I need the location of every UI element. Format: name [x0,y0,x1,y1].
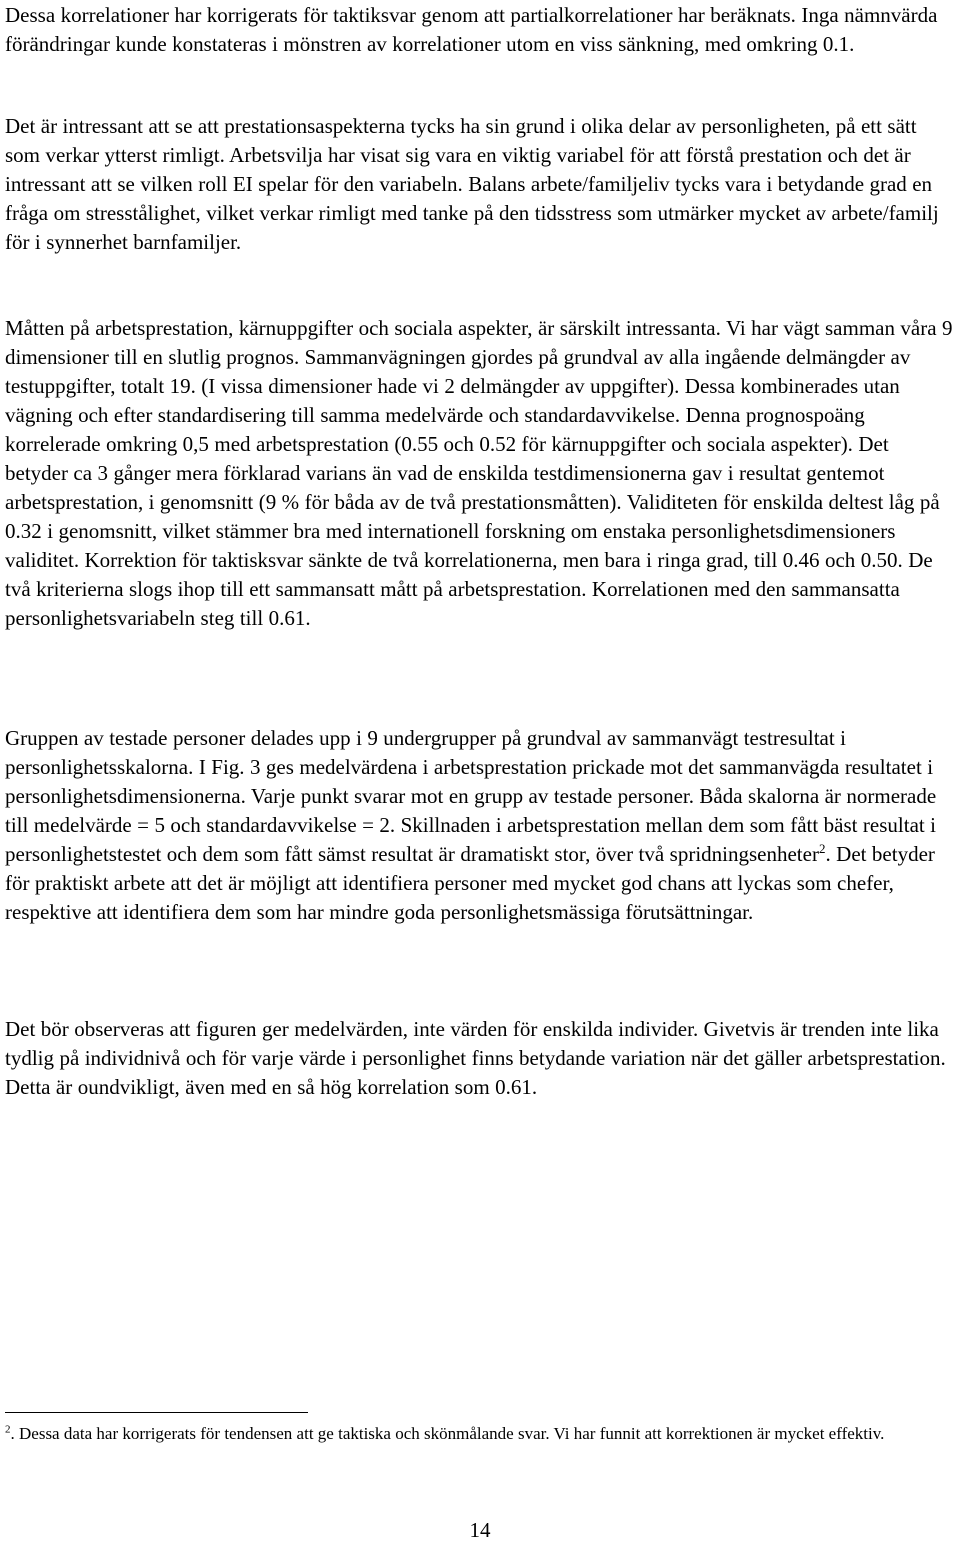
footnote-marker: 2 [5,1423,11,1436]
footnote-reference: 2 [818,841,826,856]
paragraph-mean-values-note: Det bör observeras att figuren ger medelvärden, inte värden för enskilda individer. Givetvis är trenden inte lika tydlig på individnivå och för varje värde i personlighet finns betydande variation när det gäller arbetsprestation. Detta är oundvikligt, även med en så hög korrelation som 0.61. [5,1017,946,1099]
paragraph-work-performance-measures: Måtten på arbetsprestation, kärnuppgifter och sociala aspekter, är särskilt intressanta. Vi har vägt samman våra 9 dimensioner till en slutlig prognos. Sammanvägningen gjordes på grundval av alla ingående delmängder av testuppgifter, totalt 19. (I vissa dimensioner hade vi 2 delmängder av uppgifter). Dessa kombinerades utan vägning och efter standardisering till samma medelvärde och standardavvikelse. Denna prognospoäng korrelerade omkring 0,5 med arbetsprestation (0.55 och 0.52 för kärnuppgifter och sociala aspekter). Det betyder ca 3 gånger mera förklarad varians än vad de enskilda testdimensionerna gav i resultat gentemot arbetsprestation, i genomsnitt (9 % för båda av de två prestationsmåtten). Validiteten för enskilda deltest låg på 0.32 i genomsnitt, vilket stämmer bra med internationell forskning om enstaka personlighetsdimensioners validitet. Korrektion för taktisksvar sänkte de två korrelationerna, men bara i ringa grad, till 0.46 och 0.50. De två kriterierna slogs ihop till ett sammansatt mått på arbetsprestation. Korrelationen med den sammansatta personlighetsvariabeln steg till 0.61. [5,316,953,630]
paragraph-performance-aspects: Det är intressant att se att prestationsaspekterna tycks ha sin grund i olika delar av personligheten, på ett sätt som verkar ytterst rimligt. Arbetsvilja har visat sig vara en viktig variabel för att förstå prestation och det är intressant att se vilken roll EI spelar för den variabeln. Balans arbete/familjeliv tycks vara i betydande grad en fråga om stresstålighet, vilket verkar rimligt med tanke på den tidsstress som utmärker mycket av arbete/familj för i synnerhet barnfamiljer. [5,114,939,254]
page-number: 14 [469,1518,491,1542]
paragraph-partial-correlations: Dessa korrelationer har korrigerats för taktiksvar genom att partialkorrelationer har beräknats. Inga nämnvärda förändringar kunde konstateras i mönstren av korrelationer utom en viss sänkning, med omkring 0.1. [5,3,938,56]
paragraph-subgroups-text-start: Gruppen av testade personer delades upp i 9 undergrupper på grundval av sammanvägt testresultat i personlighetsskalorna. I Fig. 3 ges medelvärdena i arbetsprestation prickade mot det sammanvägda resultatet i personlighetsdimensionerna. Varje punkt svarar mot en grupp av testade personer. Båda skalorna är normerade till medelvärde = 5 och standardavvikelse = 2. Skillnaden i arbetsprestation mellan dem som fått bäst resultat i personlighetstestet och dem som fått sämst resultat är dramatiskt stor, över två spridningsenheter [5,726,937,866]
paragraph-subgroups-text-end: . Det betyder för praktiskt arbete att det är möjligt att identifiera personer med mycket god chans att lyckas som chefer, respektive att identifiera dem som har mindre goda personlighetsmässiga förutsättningar. [5,842,935,924]
paragraph-subgroups [5,724,955,927]
footnote [5,1422,960,1446]
footnote-text: . Dessa data har korrigerats för tendensen att ge taktiska och skönmålande svar. Vi har funnit att korrektionen är mycket effektiv. [10,1424,885,1443]
footnote-divider [5,1412,308,1413]
